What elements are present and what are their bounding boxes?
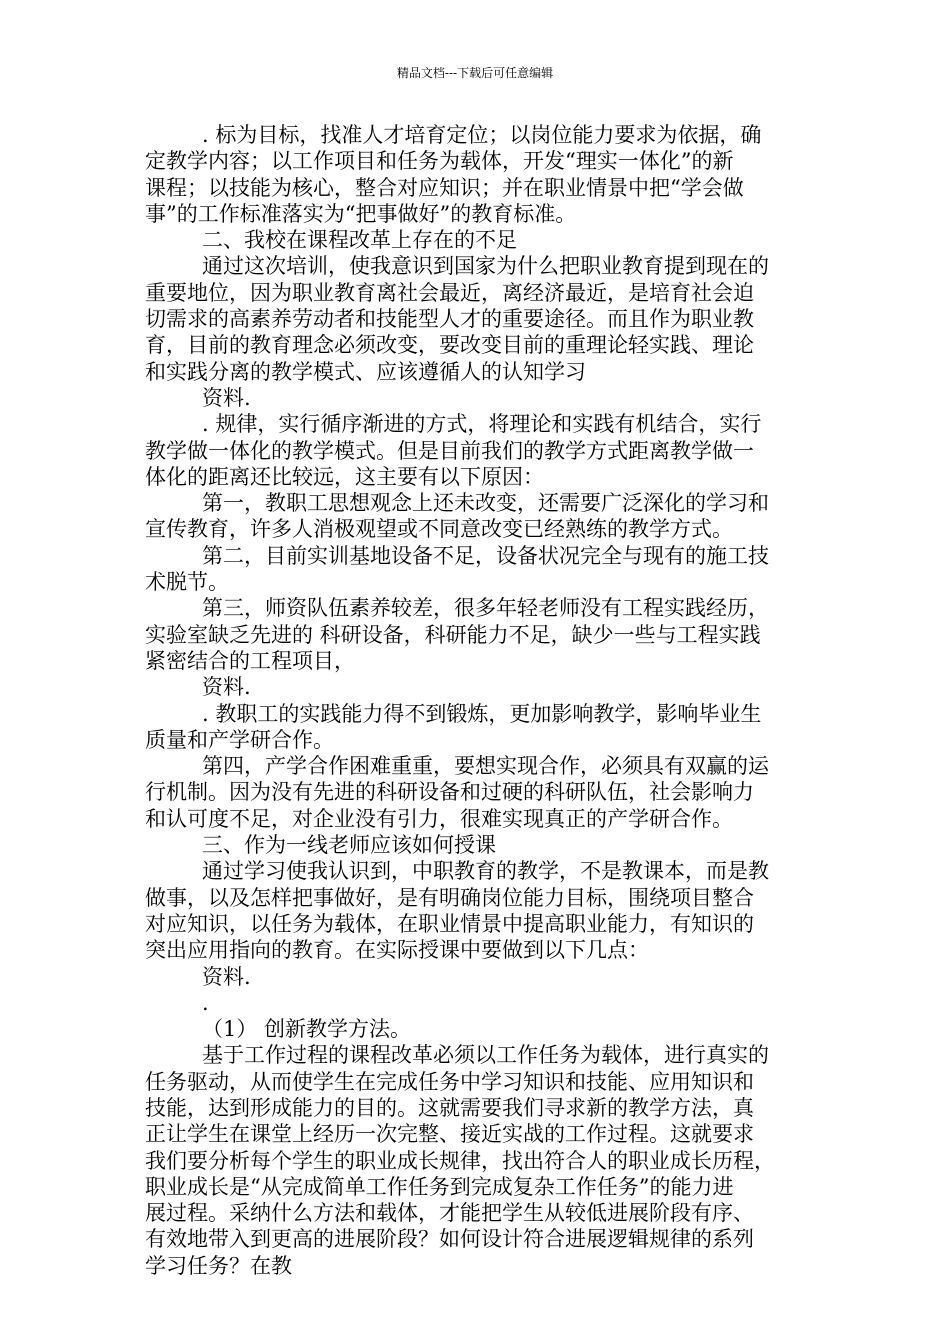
paragraph-line: 切需求的高素养劳动者和技能型人才的重要途径。而且作为职业教 (145, 307, 754, 332)
watermark-line: 资料. (202, 675, 251, 700)
watermark-line: 资料. (202, 385, 251, 410)
paragraph-line: . 标为目标，找准人才培育定位；以岗位能力要求为依据，确 (202, 123, 762, 147)
paragraph-line: 突出应用指向的教育。在实际授课中要做到以下几点： (145, 938, 649, 963)
paragraph-line: 展过程。采纳什么方法和载体，才能把学生从较低进展阶段有序、 (145, 1201, 754, 1226)
paragraph-line: 第二，目前实训基地设备不足，设备状况完全与现有的施工技 (202, 543, 769, 568)
section-heading: 二、我校在课程改革上存在的不足 (202, 228, 517, 253)
subsection-heading: （1） 创新教学方法。 (202, 1017, 412, 1042)
section-heading: 三、作为一线老师应该如何授课 (202, 833, 496, 858)
paragraph-line: 术脱节。 (145, 570, 229, 595)
page-header: 精品文档---下载后可任意编辑 (396, 66, 554, 80)
paragraph-line: 紧密结合的工程项目， (145, 648, 355, 673)
paragraph-line: 职业成长是“从完成简单工作任务到完成复杂工作任务”的能力进 (145, 1174, 734, 1199)
paragraph-line: 课程；以技能为核心，整合对应知识；并在职业情景中把“学会做 (145, 175, 744, 200)
paragraph-line: 和实践分离的教学模式、应该遵循人的认知学习 (145, 359, 586, 384)
paragraph-line: 实验室缺乏先进的 科研设备，科研能力不足，缺少一些与工程实践 (145, 622, 761, 647)
paragraph-line: 做事，以及怎样把事做好，是有明确岗位能力目标，围绕项目整合 (145, 885, 754, 910)
paragraph-line: 事”的工作标准落实为“把事做好”的教育标准。 (145, 201, 577, 226)
paragraph-line: 基于工作过程的课程改革必须以工作任务为载体，进行真实的 (202, 1043, 769, 1068)
paragraph-line: 有效地带入到更高的进展阶段？如何设计符合进展逻辑规律的系列 (145, 1227, 754, 1252)
paragraph-line: 重要地位，因为职业教育离社会最近，离经济最近，是培育社会迫 (145, 280, 754, 305)
paragraph-line: 学习任务？在教 (145, 1253, 292, 1278)
paragraph-line: 定教学内容；以工作项目和任务为载体，开发“理实一体化”的新 (145, 149, 734, 174)
paragraph-line: . (202, 990, 209, 1015)
paragraph-line: 任务驱动，从而使学生在完成任务中学习知识和技能、应用知识和 (145, 1069, 754, 1094)
paragraph-line: 对应知识，以任务为载体，在职业情景中提高职业能力，有知识的 (145, 911, 754, 936)
paragraph-line: 育，目前的教育理念必须改变，要改变目前的重理论轻实践、理论 (145, 333, 754, 358)
paragraph-line: 第三，师资队伍素养较差，很多年轻老师没有工程实践经历， (202, 596, 769, 621)
paragraph-line: 质量和产学研合作。 (145, 727, 334, 752)
paragraph-line: 体化的距离还比较远，这主要有以下原因： (145, 464, 544, 489)
paragraph-line: 和认可度不足，对企业没有引力，很难实现真正的产学研合作。 (145, 806, 733, 831)
watermark-line: 资料. (202, 964, 251, 989)
paragraph-line: 宣传教育，许多人消极观望或不同意改变已经熟练的教学方式。 (145, 517, 733, 542)
paragraph-line: 正让学生在课堂上经历一次完整、接近实战的工作过程。这就要求 (145, 1122, 754, 1147)
paragraph-line: 通过学习使我认识到，中职教育的教学，不是教课本，而是教 (202, 859, 769, 884)
paragraph-line: 技能，达到形成能力的目的。这就需要我们寻求新的教学方法，真 (145, 1095, 754, 1120)
paragraph-line: . 规律，实行循序渐进的方式，将理论和实践有机结合，实行 (202, 412, 762, 437)
paragraph-line: 教学做一体化的教学模式。但是目前我们的教学方式距离教学做一 (145, 438, 754, 463)
paragraph-line: 第四，产学合作困难重重，要想实现合作，必须具有双赢的运 (202, 754, 769, 779)
paragraph-line: 我们要分析每个学生的职业成长规律，找出符合人的职业成长历程， (145, 1148, 775, 1173)
paragraph-line: . 教职工的实践能力得不到锻炼，更加影响教学，影响毕业生 (202, 701, 762, 726)
paragraph-line: 行机制。因为没有先进的科研设备和过硬的科研队伍，社会影响力 (145, 780, 754, 805)
document-body (145, 122, 815, 1279)
paragraph-line: 第一，教职工思想观念上还未改变，还需要广泛深化的学习和 (202, 491, 769, 516)
paragraph-line: 通过这次培训，使我意识到国家为什么把职业教育提到现在的 (202, 254, 769, 279)
